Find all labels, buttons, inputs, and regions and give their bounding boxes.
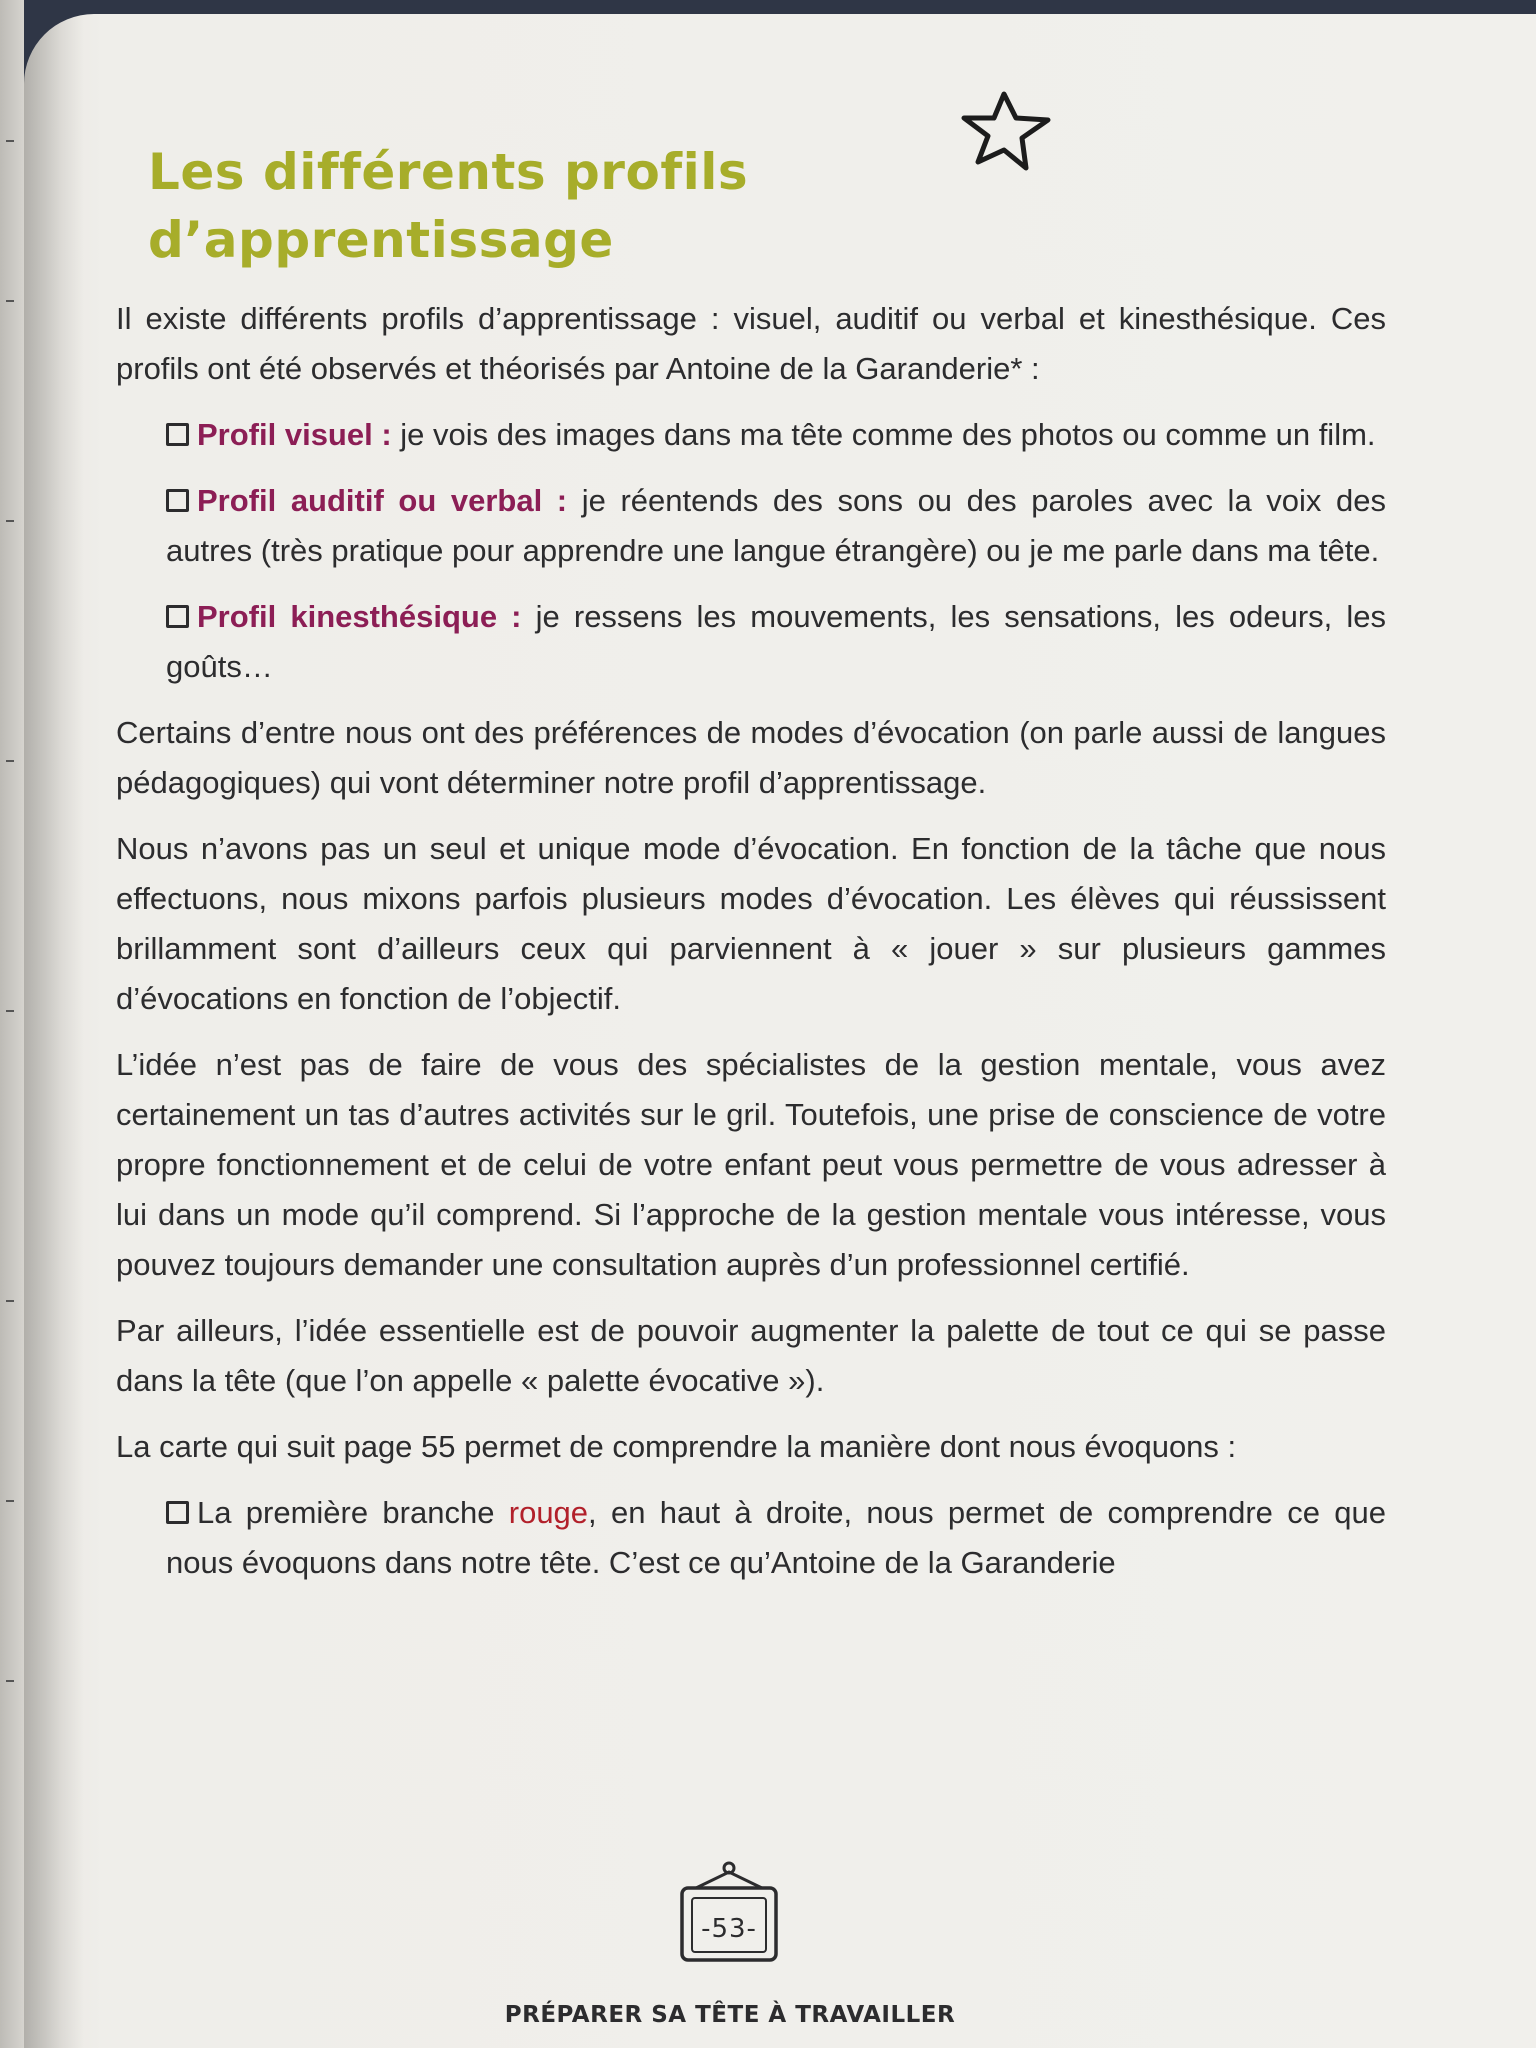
profile-description: je ressens les mouvements, les sensations, les odeurs, les goûts… bbox=[166, 599, 1386, 684]
star-icon bbox=[960, 88, 1054, 172]
branch-color-word: rouge bbox=[508, 1495, 589, 1530]
edge-mark bbox=[6, 520, 14, 522]
checkbox-icon bbox=[166, 1501, 189, 1524]
checkbox-icon bbox=[166, 489, 189, 512]
running-footer-title: PRÉPARER SA TÊTE À TRAVAILLER bbox=[504, 2002, 956, 2028]
edge-mark bbox=[6, 1300, 14, 1302]
edge-mark bbox=[6, 140, 14, 142]
profile-item-visual bbox=[116, 410, 1386, 460]
intro-paragraph: Il existe différents profils d’apprentissage : visuel, auditif ou verbal et kinesthésique. Ces profils ont été observés et théorisés par Antoine de la Garanderie* : bbox=[116, 301, 1386, 386]
edge-mark bbox=[6, 1680, 14, 1682]
edge-mark bbox=[6, 1500, 14, 1502]
profile-item-kinesthetic bbox=[116, 592, 1386, 692]
picture-frame-icon bbox=[676, 1860, 782, 1964]
page-number: -53- bbox=[701, 1914, 757, 1944]
paragraph-mental-management: L’idée n’est pas de faire de vous des spécialistes de la gestion mentale, vous avez certainement un tas d’autres activités sur le gril. Toutefois, une prise de conscience de votre propre fonctionnement et de celui de votre enfant peut vous permettre de vous adresser à lui dans un mode qu’il comprend. Si l’approche de la gestion mentale vous intéresse, vous pouvez toujours demander une consultation auprès d’un professionnel certifié. bbox=[116, 1047, 1386, 1282]
checkbox-icon bbox=[166, 605, 189, 628]
page-title bbox=[148, 138, 748, 274]
title-line-2: d’apprentissage bbox=[148, 211, 614, 269]
map-branch-item bbox=[116, 1488, 1386, 1588]
edge-mark bbox=[6, 1010, 14, 1012]
branch-text-after: , en haut à droite, nous permet de comprendre ce que nous évoquons dans notre tête. C’est ce qu’Antoine de la Garanderie bbox=[166, 1495, 1386, 1580]
title-line-1: Les différents profils bbox=[148, 143, 749, 201]
profile-term: Profil auditif ou verbal : bbox=[197, 483, 568, 518]
previous-page-edge bbox=[0, 0, 24, 2048]
profile-description: je réentends des sons ou des paroles avec la voix des autres (très pratique pour apprendre une langue étrangère) ou je me parle dans ma tête. bbox=[166, 483, 1386, 568]
branch-text-before: La première branche bbox=[197, 1495, 509, 1530]
paragraph-palette: Par ailleurs, l’idée essentielle est de pouvoir augmenter la palette de tout ce qui se passe dans la tête (que l’on appelle « palette évocative »). bbox=[116, 1313, 1386, 1398]
edge-mark bbox=[6, 760, 14, 762]
paragraph-map-intro: La carte qui suit page 55 permet de comprendre la manière dont nous évoquons : bbox=[116, 1429, 1237, 1464]
profile-description: je vois des images dans ma tête comme des photos ou comme un film. bbox=[391, 417, 1376, 452]
edge-mark bbox=[6, 300, 14, 302]
profile-term: Profil visuel : bbox=[197, 417, 392, 452]
page-gutter-shadow bbox=[24, 14, 84, 2048]
profile-term: Profil kinesthésique : bbox=[197, 599, 522, 634]
paragraph-evocation-modes: Nous n’avons pas un seul et unique mode d’évocation. En fonction de la tâche que nous effectuons, nous mixons parfois plusieurs modes d’évocation. Les élèves qui réussissent brillamment sont d’ailleurs ceux qui parviennent à « jouer » sur plusieurs gammes d’évocations en fonction de l’objectif. bbox=[116, 831, 1386, 1016]
paragraph-preferences: Certains d’entre nous ont des préférences de modes d’évocation (on parle aussi de langues pédagogiques) qui vont déterminer notre profil d’apprentissage. bbox=[116, 715, 1386, 800]
profile-item-auditory bbox=[116, 476, 1386, 576]
checkbox-icon bbox=[166, 423, 189, 446]
body-text bbox=[116, 294, 1386, 1604]
